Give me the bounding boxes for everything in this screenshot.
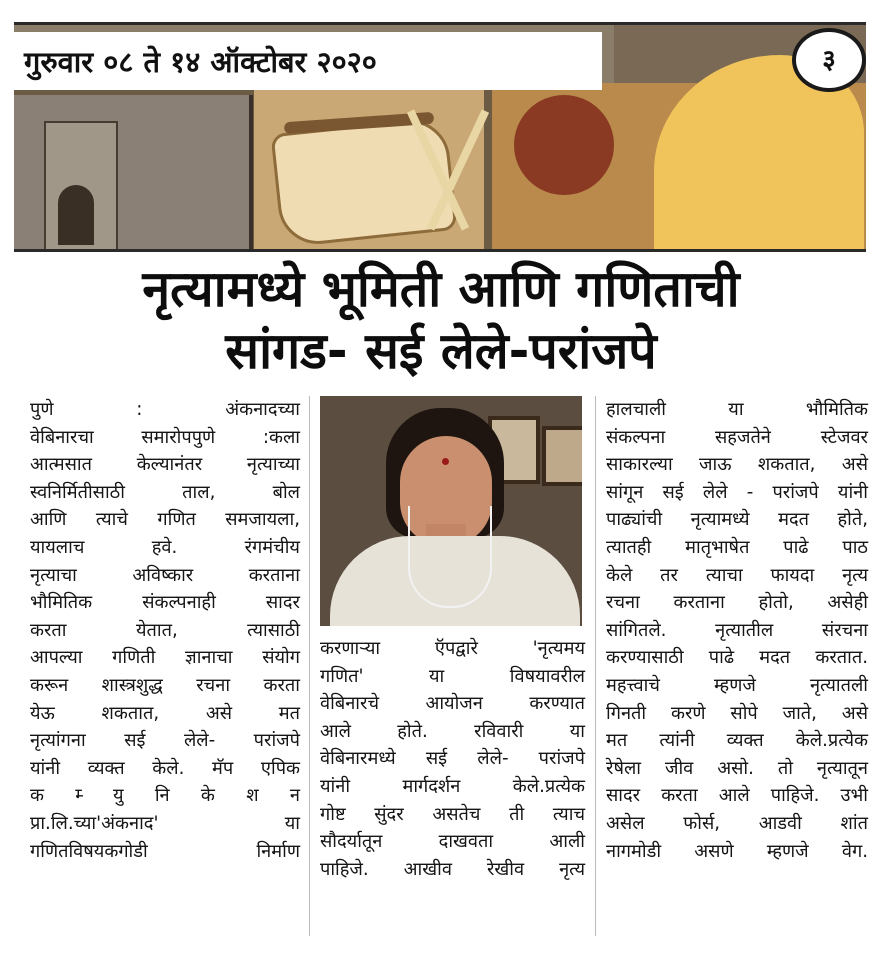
text-line: पाहिजे. आखीव रेखीव नृत्य xyxy=(320,858,585,880)
text-line: भौमितिक संकल्पनाही सादर xyxy=(30,592,300,614)
text-line: नृत्यांगना सई लेले- परांजपे xyxy=(30,730,300,752)
article-headline xyxy=(20,258,862,382)
headline-line-1: नृत्यामध्ये भूमिती आणि गणिताची xyxy=(142,260,740,318)
text-line: आले होते. रविवारी या xyxy=(320,720,585,742)
article-column-3 xyxy=(606,396,868,865)
text-line: गोष्ट सुंदर असतेच ती त्याच xyxy=(320,803,585,825)
column-divider xyxy=(309,396,310,936)
text-line: पुणे : अंकनादच्या xyxy=(30,399,300,420)
text-line: साकारल्या जाऊ शकतात, असे xyxy=(606,454,868,476)
speaker-photo xyxy=(320,396,582,626)
text-line: रेषेला जीव असो. तो नृत्यातून xyxy=(606,757,868,779)
text-line: येऊ शकतात, असे मत xyxy=(30,702,300,724)
text-line: नागमोडी असणे म्हणजे वेग. xyxy=(606,840,868,862)
text-line: यांनी व्यक्त केले. मॅप एपिक xyxy=(30,757,300,779)
text-line: वेबिनारचा समारोपपुणे :कला xyxy=(30,426,300,448)
column-divider xyxy=(595,396,596,936)
text-line: संकल्पना सहजतेने स्टेजवर xyxy=(606,426,868,448)
issue-date: गुरुवार ०८ ते १४ ऑक्टोबर २०२० xyxy=(24,45,377,79)
text-line: सौदर्यातून दाखवता आली xyxy=(320,831,585,853)
text-line: प्रा.लि.च्या'अंकनाद' या xyxy=(30,812,300,834)
text-line: सांगून सई लेले - परांजपे यांनी xyxy=(606,481,868,503)
text-line: गणित' या विषयावरील xyxy=(320,665,585,687)
text-line: करून शास्त्रशुद्ध रचना करता xyxy=(30,674,300,696)
text-line: पाढ्यांची नृत्यामध्ये मदत होते, xyxy=(606,509,868,531)
text-line: त्यातही मातृभाषेत पाढे पाठ xyxy=(606,536,868,558)
text-line: वेबिनारचे आयोजन करण्यात xyxy=(320,693,585,715)
date-band xyxy=(14,32,602,90)
text-line: मत त्यांनी व्यक्त केले.प्रत्येक xyxy=(606,730,868,752)
text-line: करण्यासाठी पाढे मदत करतात. xyxy=(606,647,868,669)
text-line: यांनी मार्गदर्शन केले.प्रत्येक xyxy=(320,775,585,797)
text-line: आत्मसात केल्यानंतर नृत्याच्या xyxy=(30,454,300,476)
text-line: वेबिनारमध्ये सई लेले- परांजपे xyxy=(320,748,585,770)
text-line: सादर करता आले पाहिजे. उभी xyxy=(606,785,868,807)
text-line: सांगितले. नृत्यातील संरचना xyxy=(606,619,868,641)
page-number: ३ xyxy=(822,45,836,75)
text-line: नृत्याचा अविष्कार करताना xyxy=(30,564,300,586)
speaker-bindi xyxy=(442,458,449,465)
headline-line-2: सांगड- सई लेले-परांजपे xyxy=(225,322,657,380)
text-line: महत्त्वाचे म्हणजे नृत्यातली xyxy=(606,674,868,696)
text-line: हालचाली या भौमितिक xyxy=(606,399,868,420)
text-line: यायलाच हवे. रंगमंचीय xyxy=(30,536,300,558)
text-line: करता येतात, त्यासाठी xyxy=(30,619,300,641)
text-line: करणाऱ्या ऍपद्वारे 'नृत्यमय xyxy=(320,638,585,659)
page-number-badge xyxy=(792,28,866,92)
text-line: केले तर त्याचा फायदा नृत्य xyxy=(606,564,868,586)
text-line: रचना करताना होतो, असेही xyxy=(606,592,868,614)
article-column-2 xyxy=(320,635,585,883)
text-line: क म्‍ यु नि के श न xyxy=(30,785,300,807)
text-line: आपल्या गणिती ज्ञानाचा संयोग xyxy=(30,647,300,669)
text-line: गणितविषयकगोडी निर्माण xyxy=(30,840,300,862)
fort-gate-illustration xyxy=(58,185,94,245)
article-column-1 xyxy=(30,396,300,865)
earphone-wire xyxy=(408,506,492,608)
wall-frame xyxy=(542,426,582,486)
text-line: गिनती करणे सोपे जाते, असे xyxy=(606,702,868,724)
text-line: स्वनिर्मितीसाठी ताल, बोल xyxy=(30,481,300,503)
text-line: आणि त्याचे गणित समजायला, xyxy=(30,509,300,531)
fan-illustration xyxy=(514,95,614,195)
text-line: असेल फोर्स, आडवी शांत xyxy=(606,812,868,834)
